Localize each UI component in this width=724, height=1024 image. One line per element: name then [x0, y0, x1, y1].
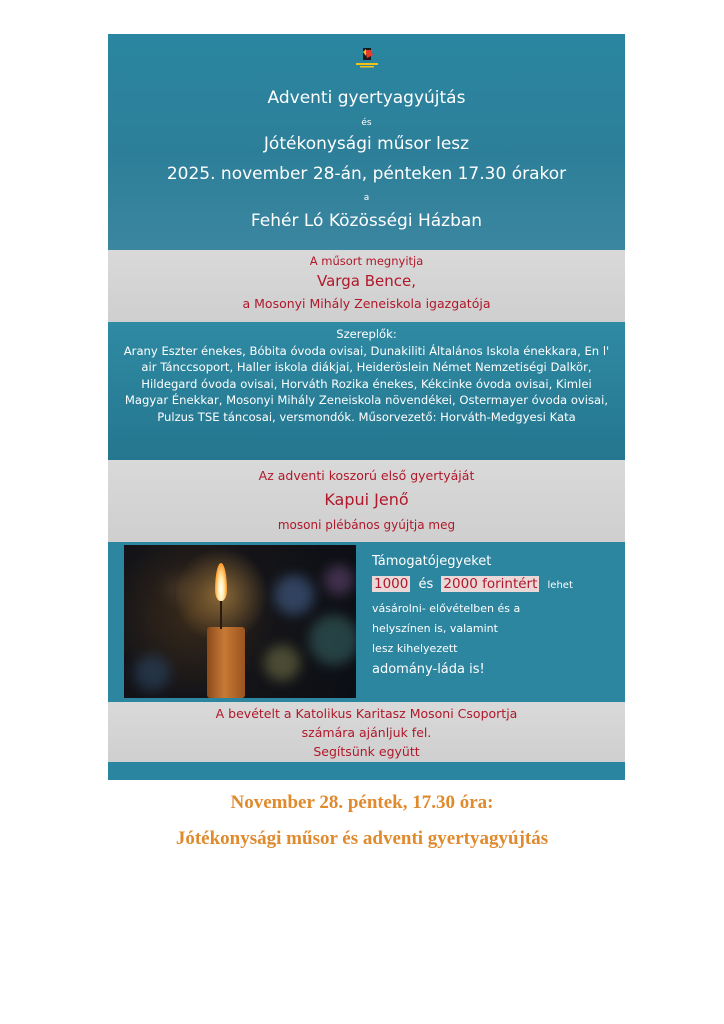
- ticket-line-5: lesz kihelyezett: [372, 642, 458, 655]
- opening-intro: A műsort megnyitja: [309, 254, 424, 268]
- charity-band: [108, 702, 625, 762]
- ticket-line-6: adomány-láda is!: [372, 662, 485, 677]
- event-subtitle: Jótékonysági műsor lesz: [263, 134, 470, 154]
- priest-role: mosoni plébános gyújtja meg: [277, 518, 456, 532]
- candle-lighting-band: [108, 460, 625, 542]
- opening-speaker-name: Varga Bence,: [317, 272, 416, 290]
- tickets-band: [108, 542, 625, 702]
- cast-list: Arany Eszter énekes, Bóbita óvoda ovisai, Dunakiliti Általános Iskola énekkara, En l' air Tánccsoport, Haller iskola diákjai, Heideröslein Német Nemzetiségi Dalkör, Hildegard óvoda ovisai, Horváth Rozika énekes, Kékcinke óvoda ovisai, Kimlei Magyar Énekkar, Mosonyi Mihály Zeneiskola növendékei, Ostermayer óvoda ovisai, Pulzus TSE táncosai, versmondók. Műsorvezető: Horváth-Medgyesi Kata: [123, 343, 610, 424]
- ticket-price-2000: 2000 forintért: [443, 576, 538, 592]
- event-venue: Fehér Ló Közösségi Házban: [250, 211, 483, 231]
- charity-line-3: Segítsünk együtt: [313, 744, 420, 759]
- event-title: Adventi gyertyagyújtás: [267, 88, 466, 108]
- ticket-price-line: [372, 576, 622, 592]
- poster-bottom-strip: [108, 762, 625, 780]
- event-poster: [108, 34, 625, 780]
- white-horse-logo: [354, 46, 380, 70]
- event-date: 2025. november 28-án, pénteken 17.30 órakor: [166, 164, 567, 184]
- candle-photo: [124, 545, 356, 698]
- priest-name: Kapui Jenő: [324, 490, 409, 509]
- ticket-line-1: Támogatójegyeket: [372, 554, 492, 569]
- cast-label: Szereplők:: [336, 327, 397, 341]
- cast-band: [108, 322, 625, 460]
- opening-band: [108, 250, 625, 322]
- ticket-lehet: lehet: [547, 580, 573, 591]
- ticket-price-1000: 1000: [374, 576, 409, 592]
- charity-line-2: számára ajánljuk fel.: [301, 725, 432, 740]
- ticket-line-4: helyszínen is, valamint: [372, 622, 498, 635]
- header-band: [108, 34, 625, 250]
- charity-line-1: A bevételt a Katolikus Karitasz Mosoni Csoportja: [215, 706, 518, 721]
- conjunction-and: és: [361, 118, 372, 128]
- footer-date-line: November 28. péntek, 17.30 óra:: [230, 792, 494, 813]
- ticket-line-3: vásárolni- elővételben és a: [372, 602, 521, 615]
- ticket-and: és: [418, 577, 434, 592]
- conjunction-a: a: [363, 193, 370, 203]
- candle-intro: Az adventi koszorú első gyertyáját: [258, 468, 475, 483]
- candle-icon: [207, 627, 245, 698]
- opening-speaker-role: a Mosonyi Mihály Zeneiskola igazgatója: [242, 296, 491, 311]
- footer-event-line: Jótékonysági műsor és adventi gyertyagyújtás: [175, 828, 549, 849]
